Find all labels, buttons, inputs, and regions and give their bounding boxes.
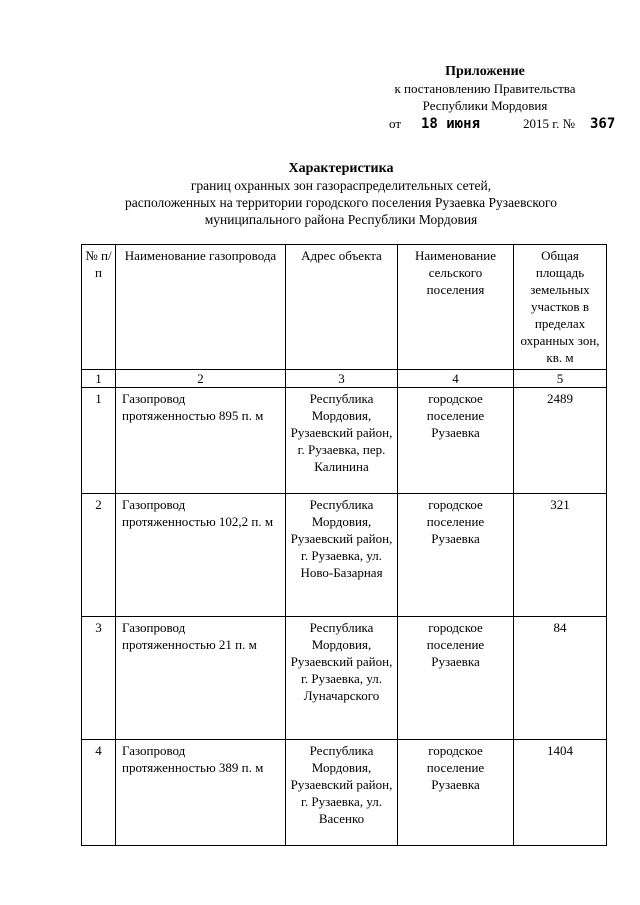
heading-line-3: муниципального района Республики Мордовия xyxy=(204,212,478,227)
index-cell: 3 xyxy=(286,370,398,388)
pipeline-name: Газопровод протяженностью 389 п. м xyxy=(116,740,286,846)
header-pipeline-name: Наименование газопровода xyxy=(116,245,286,370)
document-heading xyxy=(60,160,622,228)
table-row xyxy=(82,740,607,846)
column-index-row xyxy=(82,370,607,388)
row-num: 1 xyxy=(82,388,116,494)
settlement-name: городское поселение Рузаевка xyxy=(398,388,514,494)
zone-area: 1404 xyxy=(514,740,607,846)
protection-zones-table xyxy=(81,244,607,846)
zone-area: 321 xyxy=(514,494,607,617)
appendix-line-2: Республики Мордовия xyxy=(422,98,548,113)
date-prefix: от xyxy=(389,116,402,131)
settlement-name: городское поселение Рузаевка xyxy=(398,617,514,740)
object-address: Республика Мордовия, Рузаевский район, г. Рузаевка, ул. Васенко xyxy=(286,740,398,846)
table-row xyxy=(82,617,607,740)
appendix-title: Приложение xyxy=(445,64,525,79)
pipeline-name: Газопровод протяженностью 102,2 п. м xyxy=(116,494,286,617)
appendix-block xyxy=(380,63,590,114)
settlement-name: городское поселение Рузаевка xyxy=(398,494,514,617)
decree-number: 367 xyxy=(590,116,616,132)
pipeline-name: Газопровод протяженностью 21 п. м xyxy=(116,617,286,740)
heading-line-2: расположенных на территории городского поселения Рузаевка Рузаевского xyxy=(125,195,557,210)
header-address: Адрес объекта xyxy=(286,245,398,370)
table-header-row xyxy=(82,245,607,370)
settlement-name: городское поселение Рузаевка xyxy=(398,740,514,846)
decree-dateline xyxy=(389,114,619,134)
appendix-line-1: к постановлению Правительства xyxy=(394,81,576,96)
index-cell: 4 xyxy=(398,370,514,388)
index-cell: 5 xyxy=(514,370,607,388)
pipeline-name: Газопровод протяженностью 895 п. м xyxy=(116,388,286,494)
header-area: Общая площадь земельных участков в пределах охранных зон, кв. м xyxy=(514,245,607,370)
zone-area: 2489 xyxy=(514,388,607,494)
heading-line-1: границ охранных зон газораспределительных сетей, xyxy=(190,178,492,193)
row-num: 3 xyxy=(82,617,116,740)
zone-area: 84 xyxy=(514,617,607,740)
table-row xyxy=(82,388,607,494)
object-address: Республика Мордовия, Рузаевский район, г. Рузаевка, ул. Ново-Базарная xyxy=(286,494,398,617)
object-address: Республика Мордовия, Рузаевский район, г. Рузаевка, ул. Луначарского xyxy=(286,617,398,740)
row-num: 2 xyxy=(82,494,116,617)
object-address: Республика Мордовия, Рузаевский район, г. Рузаевка, пер. Калинина xyxy=(286,388,398,494)
header-settlement: Наименование сельского поселения xyxy=(398,245,514,370)
decree-date: 18 июня xyxy=(421,116,481,132)
index-cell: 1 xyxy=(82,370,116,388)
index-cell: 2 xyxy=(116,370,286,388)
heading-title: Характеристика xyxy=(288,161,394,176)
header-num: № п/п xyxy=(82,245,116,370)
decree-year: 2015 г. № xyxy=(523,116,576,131)
row-num: 4 xyxy=(82,740,116,846)
table-row xyxy=(82,494,607,617)
